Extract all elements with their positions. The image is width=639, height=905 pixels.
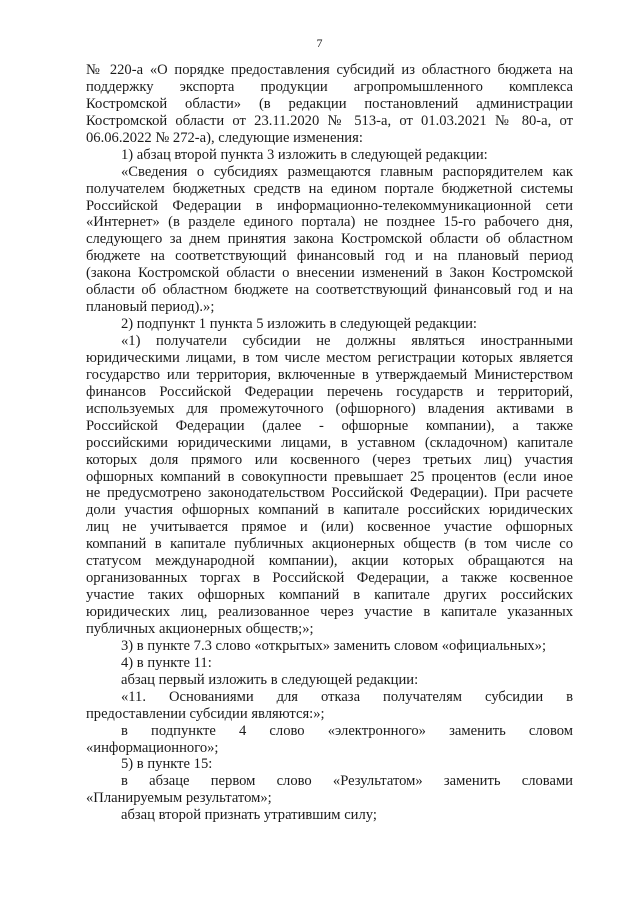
text-line: российскими юридическими лицами, в уставном (складочном) капитале bbox=[86, 434, 573, 451]
text-line: которых доля прямого или косвенного (через третьих лиц) участия bbox=[86, 451, 573, 468]
text-line: области об областном бюджете на соответствующий финансовый год и на bbox=[86, 282, 573, 299]
text-line: организованных торгах в Российской Федерации, а также косвенное bbox=[86, 570, 573, 587]
text-line: плановый период).»; bbox=[86, 299, 215, 316]
text-line: используемых для промежуточного (офшорного) владения активами в bbox=[86, 400, 573, 417]
text-line: «11. Основаниями для отказа получателям субсидии в bbox=[121, 688, 573, 705]
text-line: 5) в пункте 15: bbox=[121, 756, 213, 773]
text-line: «Сведения о субсидиях размещаются главным распорядителем как bbox=[121, 163, 573, 180]
text-line: «Интернет» (в разделе единого портала) не позднее 15-го рабочего дня, bbox=[86, 214, 573, 231]
page-number: 7 bbox=[316, 36, 323, 50]
text-line: 3) в пункте 7.3 слово «открытых» заменить словом «официальных»; bbox=[121, 637, 547, 654]
text-line: 2) подпункт 1 пункта 5 изложить в следующей редакции: bbox=[121, 316, 477, 333]
text-line: доли участия офшорных компаний в капитале российских юридических bbox=[86, 502, 573, 519]
text-line: (закона Костромской области о внесении изменений в Закон Костромской bbox=[86, 265, 573, 282]
text-line: предоставлении субсидии являются:»; bbox=[86, 705, 325, 722]
text-line: финансов Российской Федерации перечень государств и территорий, bbox=[86, 383, 573, 400]
text-line: следующего за днем принятия закона Костромской области об областном bbox=[86, 231, 573, 248]
text-line: статусом международной компании), акции которых обращаются на bbox=[86, 553, 573, 570]
text-line: компаний в капитале публичных акционерных обществ (в том числе со bbox=[86, 536, 573, 553]
text-line: государство или территория, включенные в утверждаемый Министерством bbox=[86, 366, 573, 383]
text-line: поддержку экспорта продукции агропромышленного комплекса bbox=[86, 78, 573, 95]
text-line: 06.06.2022 № 272-а), следующие изменения: bbox=[86, 129, 363, 146]
text-line: бюджете на соответствующий финансовый год и на плановый период bbox=[86, 248, 573, 265]
text-line: «информационного»; bbox=[86, 739, 219, 756]
text-line: участие таких офшорных компаний в капитале других российских bbox=[86, 587, 573, 604]
text-line: в подпункте 4 слово «электронного» заменить словом bbox=[121, 722, 573, 739]
text-line: «Планируемым результатом»; bbox=[86, 790, 272, 807]
text-line: абзац второй признать утратившим силу; bbox=[121, 807, 377, 824]
document-body-text bbox=[86, 62, 573, 824]
text-line: 4) в пункте 11: bbox=[121, 654, 212, 671]
text-line: Костромской области» (в редакции постановлений администрации bbox=[86, 95, 573, 112]
text-line: публичных акционерных обществ;»; bbox=[86, 620, 314, 637]
text-line: Российской Федерации (далее - офшорные компании), а также bbox=[86, 417, 573, 434]
text-line: 1) абзац второй пункта 3 изложить в следующей редакции: bbox=[121, 146, 488, 163]
text-line: не предусмотрено законодательством Российской Федерации). При расчете bbox=[86, 485, 573, 502]
text-line: офшорных компаний в совокупности превышает 25 процентов (если иное bbox=[86, 468, 573, 485]
text-line: лиц не учитывается прямое и (или) косвенное участие офшорных bbox=[86, 519, 573, 536]
text-line: № 220-а «О порядке предоставления субсидий из областного бюджета на bbox=[86, 62, 573, 78]
text-line: юридическими лицами, в том числе местом регистрации которых является bbox=[86, 349, 573, 366]
text-line: абзац первый изложить в следующей редакции: bbox=[121, 671, 419, 688]
text-line: в абзаце первом слово «Результатом» заменить словами bbox=[121, 773, 573, 790]
text-line: юридических лиц, реализованное через участие в капитале указанных bbox=[86, 604, 573, 620]
text-line: Российской Федерации в информационно-телекоммуникационной сети bbox=[86, 197, 573, 214]
text-line: Костромской области от 23.11.2020 № 513-а, от 01.03.2021 № 80-а, от bbox=[86, 112, 573, 129]
text-line: «1) получатели субсидии не должны являться иностранными bbox=[121, 333, 573, 349]
text-line: получателем бюджетных средств на едином портале бюджетной системы bbox=[86, 180, 573, 197]
